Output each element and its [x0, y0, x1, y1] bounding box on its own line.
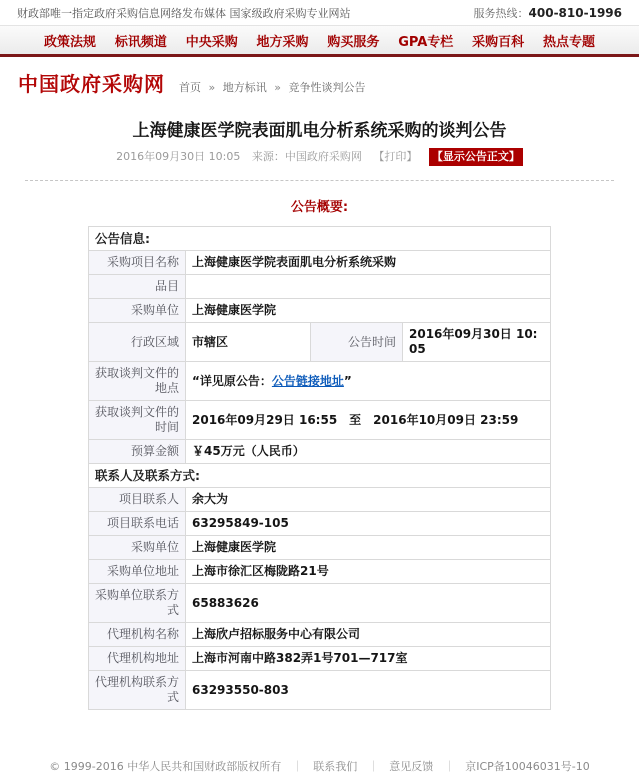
table-row: [89, 488, 551, 512]
hotline-number: 400-810-1996: [528, 5, 622, 20]
row-label: 品目: [89, 275, 186, 299]
breadcrumb-current-page: 竞争性谈判公告: [288, 81, 366, 94]
article-source: 来源：中国政府采购网: [251, 150, 362, 163]
row-label: 行政区域: [89, 323, 186, 362]
section-row: [89, 464, 551, 488]
row-value: 65883626: [186, 584, 551, 623]
dotted-divider: [25, 180, 614, 181]
row-label: 采购单位地址: [89, 560, 186, 584]
nav-item-tender-channel[interactable]: 标讯频道: [114, 34, 167, 50]
row-value: 上海健康医学院表面肌电分析系统采购: [186, 251, 551, 275]
icp-number: 京ICP备10046031号-10: [465, 760, 590, 773]
table-row: [89, 401, 551, 440]
publish-datetime: 2016年09月30日 10:05: [116, 150, 241, 163]
footer-divider: ｜: [291, 760, 303, 773]
table-row: [89, 275, 551, 299]
row-label: 采购单位: [89, 299, 186, 323]
row-label: 采购项目名称: [89, 251, 186, 275]
table-row: [89, 647, 551, 671]
row-label: 采购单位: [89, 536, 186, 560]
row-value: 上海健康医学院: [186, 536, 551, 560]
nav-item-hot-topics[interactable]: 热点专题: [542, 34, 595, 50]
table-row: [89, 584, 551, 623]
table-row: [89, 671, 551, 710]
table-row: [89, 623, 551, 647]
row-value: 2016年09月29日 16:55 至 2016年10月09日 23:59: [186, 401, 551, 440]
row-label: 代理机构联系方式: [89, 671, 186, 710]
row-value: 上海欣卢招标服务中心有限公司: [186, 623, 551, 647]
site-logo[interactable]: 中国政府采购网: [18, 72, 165, 96]
row-value: 63295849-105: [186, 512, 551, 536]
doc-location-suffix: ”: [343, 373, 352, 388]
doc-location-prefix: “详见原公告：: [192, 373, 272, 388]
table-row: [89, 560, 551, 584]
row-label: 预算金额: [89, 440, 186, 464]
nav-item-gpa[interactable]: GPA专栏: [398, 34, 454, 50]
row-value: 上海市徐汇区梅陇路21号: [186, 560, 551, 584]
row-label: 采购单位联系方式: [89, 584, 186, 623]
table-row: [89, 440, 551, 464]
row-value: 上海健康医学院: [186, 299, 551, 323]
footer-link-feedback[interactable]: 意见反馈: [389, 760, 434, 773]
table-row: [89, 251, 551, 275]
row-value: 余大为: [186, 488, 551, 512]
top-utility-bar: [0, 0, 639, 26]
nav-item-encyclopedia[interactable]: 采购百科: [472, 34, 525, 50]
breadcrumb-separator: »: [274, 81, 281, 94]
row-label: 获取谈判文件的时间: [89, 401, 186, 440]
hotline-label: 服务热线：: [473, 6, 529, 20]
announcement-summary-table: [88, 226, 551, 710]
row-value: ￥45万元（人民币）: [186, 440, 551, 464]
nav-item-local-procurement[interactable]: 地方采购: [256, 34, 309, 50]
row-value: 63293550-803: [186, 671, 551, 710]
nav-item-purchase-services[interactable]: 购买服务: [327, 34, 380, 50]
row-label: 公告时间: [311, 323, 403, 362]
breadcrumb-local-tenders[interactable]: 地方标讯: [222, 81, 267, 94]
section-heading-notice-info: 公告信息:: [89, 227, 551, 251]
article-meta: [0, 148, 639, 166]
footer-divider: ｜: [367, 760, 379, 773]
copyright-text: © 1999-2016 中华人民共和国财政部版权所有: [49, 760, 282, 773]
table-row: [89, 362, 551, 401]
breadcrumb-separator: »: [208, 81, 216, 94]
row-value: 上海市河南中路382弄1号701—717室: [186, 647, 551, 671]
service-hotline: [474, 5, 622, 21]
table-row: [89, 512, 551, 536]
show-original-announcement-button[interactable]: 【显示公告正文】: [429, 148, 523, 166]
print-button[interactable]: 【打印】: [373, 150, 418, 163]
row-label: 代理机构地址: [89, 647, 186, 671]
announcement-link[interactable]: 公告链接地址: [271, 373, 344, 388]
table-row: [89, 536, 551, 560]
row-value: [186, 275, 551, 299]
main-nav: [0, 26, 639, 57]
breadcrumb: [179, 79, 365, 95]
site-slogan: 财政部唯一指定政府采购信息网络发布媒体 国家级政府采购专业网站: [17, 6, 351, 20]
row-value: [186, 362, 551, 401]
row-value: 2016年09月30日 10:05: [403, 323, 551, 362]
row-label: 代理机构名称: [89, 623, 186, 647]
table-row: [89, 323, 551, 362]
nav-item-policy[interactable]: 政策法规: [44, 34, 97, 50]
row-label: 项目联系电话: [89, 512, 186, 536]
table-row: [89, 299, 551, 323]
site-header: [0, 57, 639, 106]
footer-divider: ｜: [443, 760, 455, 773]
page-title: 上海健康医学院表面肌电分析系统采购的谈判公告: [132, 121, 507, 141]
row-value: 市辖区: [186, 323, 311, 362]
nav-item-central-procurement[interactable]: 中央采购: [185, 34, 238, 50]
row-label: 获取谈判文件的地点: [89, 362, 186, 401]
summary-heading: 公告概要:: [290, 200, 349, 215]
section-heading-contact-info: 联系人及联系方式:: [89, 464, 551, 488]
row-label: 项目联系人: [89, 488, 186, 512]
section-row: [89, 227, 551, 251]
breadcrumb-home[interactable]: 首页: [179, 81, 201, 94]
footer-link-contact-us[interactable]: 联系我们: [313, 760, 358, 773]
page-footer: [0, 758, 639, 774]
